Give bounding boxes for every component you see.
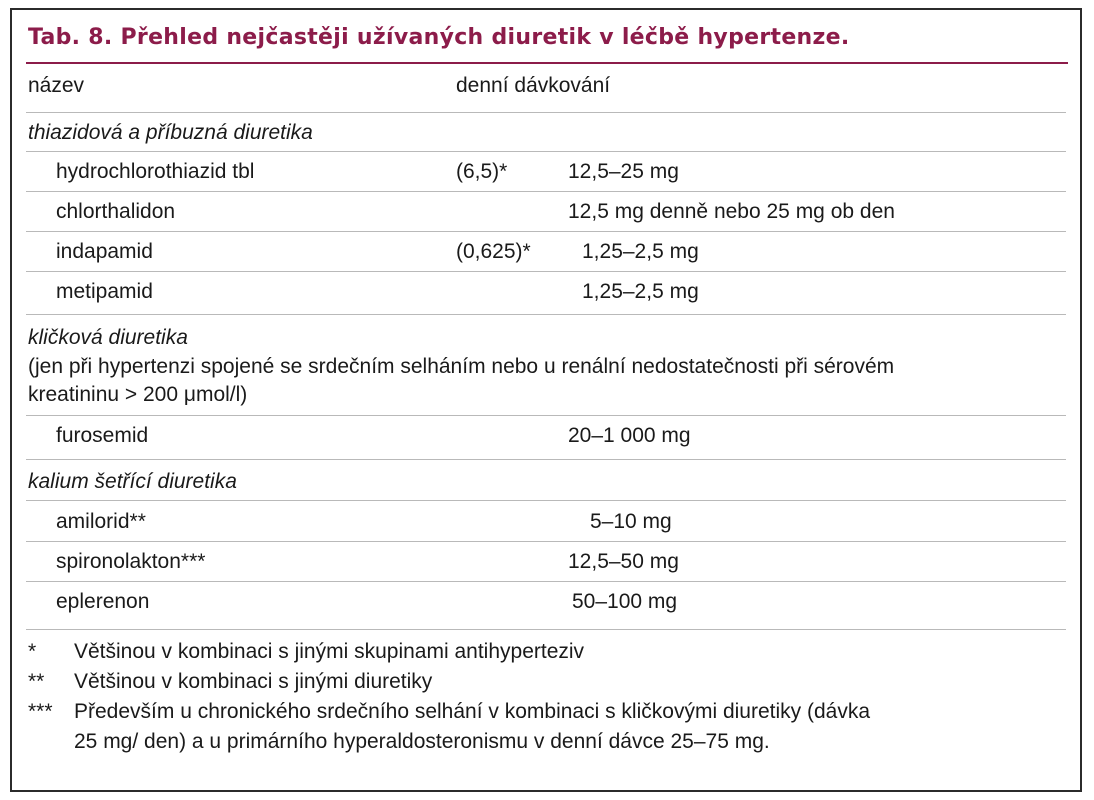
drug-dose: 12,5–50 mg <box>568 550 679 573</box>
group-description: kreatininu > 200 μmol/l) <box>28 383 248 406</box>
drug-dose: 5–10 mg <box>590 510 672 533</box>
title-underline <box>26 62 1068 64</box>
row-divider <box>26 581 1066 582</box>
footnote-text: Především u chronického srdečního selhání v kombinaci s kličkovými diuretiky (dávka <box>74 700 871 723</box>
drug-name: furosemid <box>56 424 149 447</box>
drug-dose: 1,25–2,5 mg <box>582 240 699 263</box>
row-divider <box>26 151 1066 152</box>
group-label-loop: kličková diuretika <box>28 326 188 349</box>
group-label-thiazide: thiazidová a příbuzná diuretika <box>28 121 313 144</box>
footnote-text: Většinou v kombinaci s jinými skupinami antihyperteziv <box>74 640 585 663</box>
row-divider <box>26 271 1066 272</box>
row-divider <box>26 314 1066 315</box>
drug-name: amilorid** <box>56 510 146 533</box>
drug-dose: 12,5–25 mg <box>568 160 679 183</box>
footnote-mark: *** <box>28 700 53 723</box>
row-divider <box>26 500 1066 501</box>
row-divider <box>26 231 1066 232</box>
drug-name: indapamid <box>56 240 153 263</box>
group-description: (jen při hypertenzi spojené se srdečním selháním nebo u renální nedostatečnosti při sérovém <box>28 355 895 378</box>
row-divider <box>26 191 1066 192</box>
drug-dose: 20–1 000 mg <box>568 424 691 447</box>
table-title: Tab. 8. Přehled nejčastěji užívaných diuretik v léčbě hypertenze. <box>28 25 850 50</box>
drug-name: eplerenon <box>56 590 150 613</box>
header-name: název <box>28 74 85 97</box>
drug-name: spironolakton*** <box>56 550 206 573</box>
drug-dose: 12,5 mg denně nebo 25 mg ob den <box>568 200 895 223</box>
footnote-text: Většinou v kombinaci s jinými diuretiky <box>74 670 433 693</box>
footnote-text: 25 mg/ den) a u primárního hyperaldosteronismu v denní dávce 25–75 mg. <box>74 730 770 753</box>
row-divider <box>26 629 1066 630</box>
drug-name: chlorthalidon <box>56 200 176 223</box>
drug-note: (6,5)* <box>456 160 508 183</box>
drug-dose: 50–100 mg <box>572 590 678 613</box>
drug-name: metipamid <box>56 280 153 303</box>
header-dose: denní dávkování <box>456 74 611 97</box>
footnote-mark: ** <box>28 670 45 693</box>
drug-name: hydrochlorothiazid tbl <box>56 160 255 183</box>
footnote-mark: * <box>28 640 37 663</box>
table-frame <box>10 8 1082 792</box>
row-divider <box>26 459 1066 460</box>
row-divider <box>26 112 1066 113</box>
group-label-potassium-sparing: kalium šetřící diuretika <box>28 470 237 493</box>
row-divider <box>26 541 1066 542</box>
row-divider <box>26 415 1066 416</box>
drug-dose: 1,25–2,5 mg <box>582 280 699 303</box>
drug-note: (0,625)* <box>456 240 531 263</box>
